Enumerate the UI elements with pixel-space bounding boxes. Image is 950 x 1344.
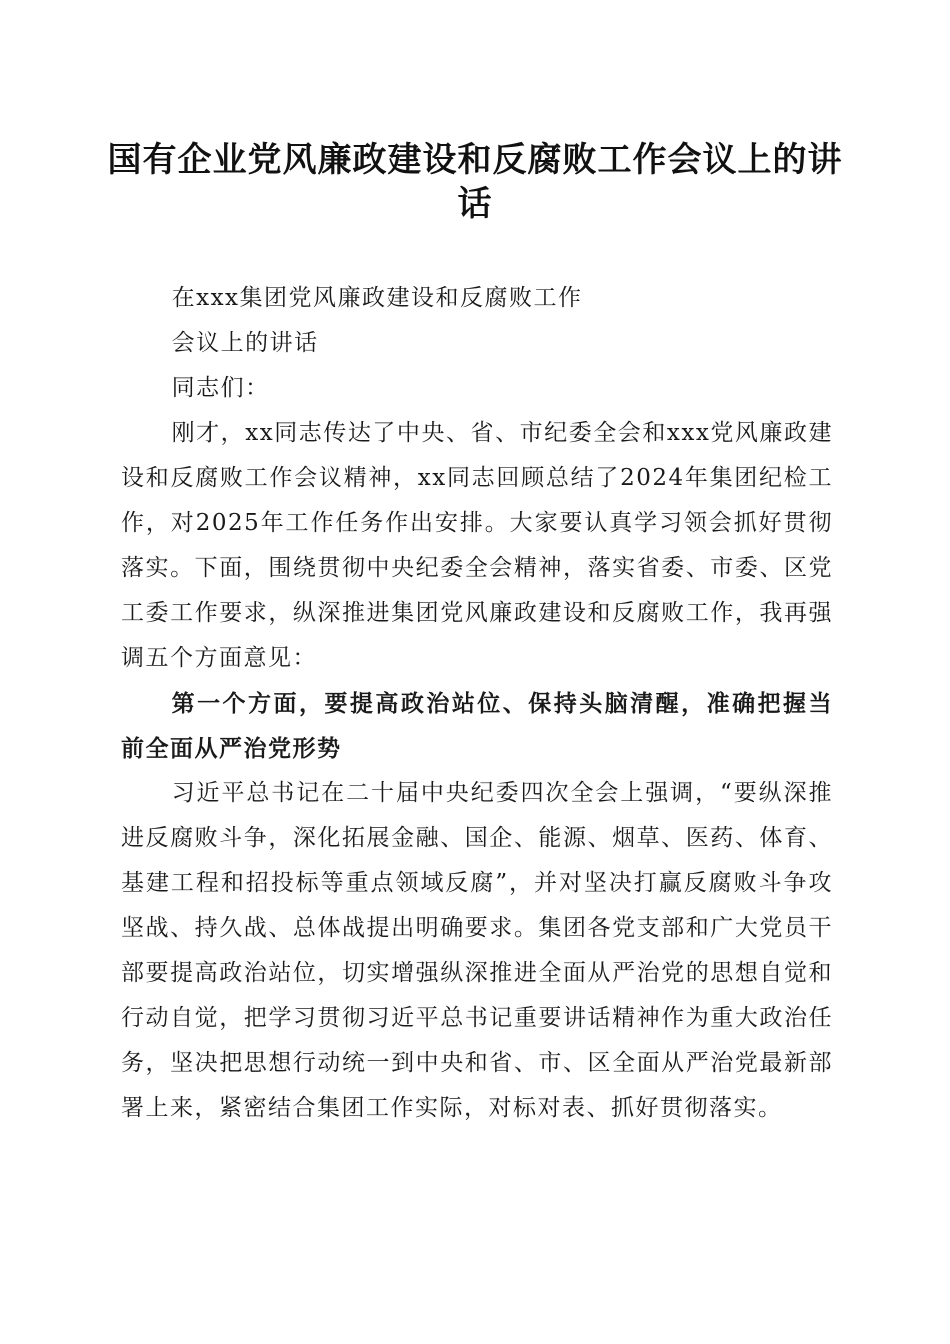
subtitle-line-1: 在xxx集团党风廉政建设和反腐败工作	[171, 285, 583, 311]
document-title: 国有企业党风廉政建设和反腐败工作会议上的讲话	[107, 140, 843, 224]
paragraph-section-1: 习近平总书记在二十届中央纪委四次全会上强调，“要纵深推进反腐败斗争，深化拓展金融、国企、能源、烟草、医药、体育、基建工程和招投标等重点领域反腐”，并对坚决打赢反腐败斗争攻坚战、持久战、总体战提出明确要求。集团各党支部和广大党员干部要提高政治站位，切实增强纵深推进全面从严治党的思想自觉和行动自觉，把学习贯彻习近平总书记重要讲话精神作为重大政治任务，坚决把思想行动统一到中央和省、市、区全面从严治党最新部署上来，紧密结合集团工作实际，对标对表、抓好贯彻落实。	[121, 780, 833, 1121]
subtitle-line-2: 会议上的讲话	[171, 330, 319, 356]
section-heading-1: 第一个方面，要提高政治站位、保持头脑清醒，准确把握当前全面从严治党形势	[121, 690, 833, 762]
salutation: 同志们：	[171, 375, 270, 401]
document-body	[121, 276, 833, 1131]
paragraph-intro: 刚才，xx同志传达了中央、省、市纪委全会和xxx党风廉政建设和反腐败工作会议精神，xx同志回顾总结了2024年集团纪检工作，对2025年工作任务作出安排。大家要认真学习领会抓好贯彻落实。下面，围绕贯彻中央纪委全会精神，落实省委、市委、区党工委工作要求，纵深推进集团党风廉政建设和反腐败工作，我再强调五个方面意见：	[121, 420, 833, 671]
